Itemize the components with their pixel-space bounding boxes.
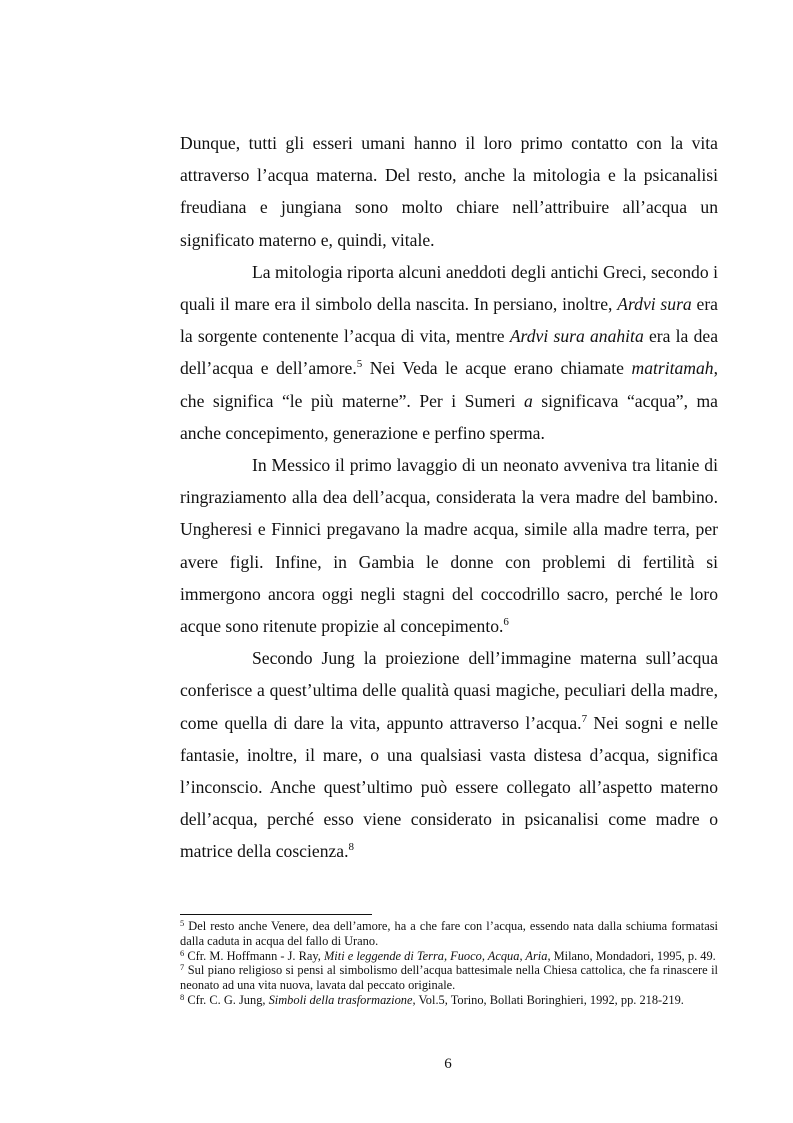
footnote-ref: 8 [348, 841, 355, 854]
footnote-ref: 5 [356, 358, 363, 371]
text-run: Dunque, tutti gli esseri umani hanno il loro primo contatto con la vita attraverso l’acqua materna. Del resto, anche la mitologia e la psicanalisi freudiana e jungiana sono molto chiare nell’attribuire all’acqua un significato materno e, quindi, vitale. [180, 133, 718, 250]
footnote [180, 949, 718, 964]
text-run: era la dea dell’acqua e dell’amore. [180, 326, 718, 379]
text-run: Nei sogni e nelle fantasie, inoltre, il mare, o una qualsiasi vasta distesa d’acqua, significa l’inconscio. Anche quest’ultimo può essere collegato all’aspetto materno dell’acqua, perché esso viene considerato in psicanalisi come madre o matrice della coscienza. [180, 712, 719, 862]
footnote-separator [180, 914, 372, 915]
body-text [180, 127, 718, 868]
text-run: , che significa “le più materne”. Per i Sumeri [180, 358, 719, 411]
footnote-ref: 7 [581, 712, 588, 725]
text-run: era la sorgente contenente l’acqua di vita, mentre [180, 294, 718, 347]
italic-text: a [523, 390, 533, 411]
footnote-ref: 8 [180, 991, 185, 1002]
footnotes [180, 919, 718, 1008]
text-run: La mitologia riporta alcuni aneddoti degli antichi Greci, secondo i quali il mare era il simbolo della nascita. In persiano, inoltre, [180, 261, 718, 315]
footnote-ref: 6 [503, 616, 509, 629]
text-run: In Messico il primo lavaggio di un neonato avveniva tra litanie di ringraziamento alla dea dell’acqua, considerata la vera madre del bambino. Ungheresi e Finnici pregavano la madre acqua, simile alla madre terra, per avere figli. Infine, in Gambia le donne con problemi di fertilità si immergono ancora oggi negli stagni del coccodrillo sacro, perché le loro acque sono ritenute propizie al concepimento. [180, 455, 718, 637]
paragraph [180, 449, 718, 642]
text-run: Del resto anche Venere, dea dell’amore, ha a che fare con l’acqua, essendo nata dalla schiuma formatasi dalla caduta in acqua del fallo di Urano. [180, 919, 718, 948]
footnote-ref: 6 [180, 947, 185, 958]
text-run: Nei Veda le acque erano chiamate [362, 358, 632, 379]
italic-text: Ardvi sura anahita [509, 326, 644, 347]
paragraph [180, 127, 718, 256]
footnote-ref: 7 [180, 962, 185, 973]
text-run: significava “acqua”, ma anche concepimento, generazione e perfino sperma. [180, 390, 718, 443]
italic-text: Miti e leggende di Terra, Fuoco, Acqua, Aria, [323, 948, 551, 963]
text-run: Secondo Jung la proiezione dell’immagine materna sull’acqua conferisce a quest’ultima delle qualità quasi magiche, peculiari della madre, come quella di dare la vita, appunto attraverso l’acqua. [180, 648, 718, 733]
italic-text: matritamah [631, 358, 714, 379]
text-run: Milano, Mondadori, 1995, p. 49. [550, 948, 716, 963]
text-run: Cfr. M. Hoffmann - J. Ray, [184, 948, 324, 963]
text-run: Sul piano religioso si pensi al simbolismo dell’acqua battesimale nella Chiesa cattolica, che fa rinascere il neonato ad una vita nuova, lavata dal peccato originale. [180, 963, 718, 993]
footnote [180, 919, 718, 949]
footnote [180, 963, 718, 993]
page-number: 6 [444, 1056, 452, 1072]
italic-text: Simboli della trasformazione, [268, 992, 416, 1007]
paragraph [180, 642, 718, 867]
paragraph [180, 256, 718, 449]
footnote [180, 993, 718, 1008]
footnote-ref: 5 [180, 918, 185, 928]
text-run: Cfr. C. G. Jung, [184, 992, 269, 1007]
text-run: Vol.5, Torino, Bollati Boringhieri, 1992, pp. 218-219. [415, 992, 684, 1007]
italic-text: Ardvi sura [617, 294, 692, 315]
